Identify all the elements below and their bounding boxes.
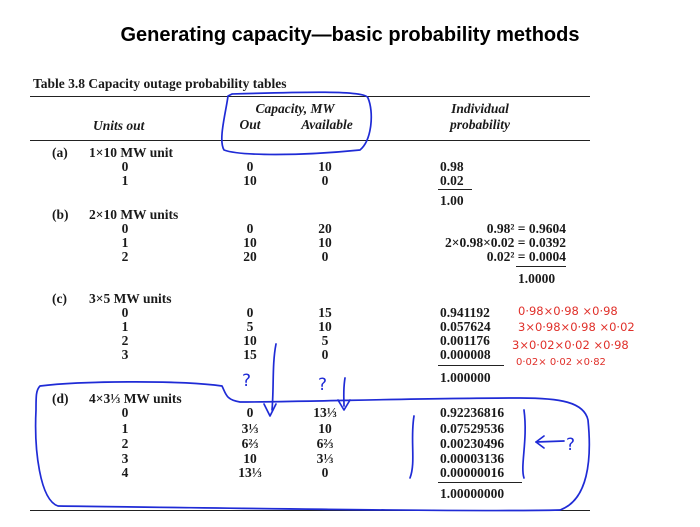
section-c-label: (c) bbox=[52, 291, 67, 306]
header-out: Out bbox=[239, 117, 261, 132]
section-c-row-1-out: 5 bbox=[246, 319, 254, 334]
handwritten-note-c-2: 3×0·98×0·98 ×0·02 bbox=[518, 320, 635, 334]
section-c-row-2-out: 10 bbox=[243, 333, 257, 348]
available-column-bracket bbox=[344, 378, 345, 406]
probability-brace bbox=[410, 416, 414, 478]
section-c-total: 1.000000 bbox=[440, 370, 491, 385]
section-b-row-1-available: 10 bbox=[318, 235, 332, 250]
section-c-title: 3×5 MW units bbox=[89, 291, 172, 306]
table-caption: Table 3.8 Capacity outage probability tables bbox=[33, 76, 287, 91]
section-a-total: 1.00 bbox=[440, 193, 464, 208]
section-b-row-1-out: 10 bbox=[243, 235, 257, 250]
section-d-row-0-prob: 0.92236816 bbox=[440, 405, 505, 420]
section-c-row-0-units: 0 bbox=[121, 305, 129, 320]
section-a-row-0-available: 10 bbox=[318, 159, 332, 174]
header-probability: probability bbox=[450, 117, 510, 132]
probability-arrow bbox=[536, 441, 564, 442]
section-d-row-3-units: 3 bbox=[121, 451, 129, 466]
section-d-row-2-available: 6⅔ bbox=[316, 436, 334, 451]
section-d-row-4-prob: 0.00000016 bbox=[440, 465, 505, 480]
section-a-row-0-units: 0 bbox=[121, 159, 129, 174]
section-b-row-1-units: 1 bbox=[121, 235, 129, 250]
section-d-row-1-prob: 0.07529536 bbox=[440, 421, 505, 436]
section-a-row-1-out: 10 bbox=[243, 173, 257, 188]
section-b-row-2-out: 20 bbox=[243, 249, 257, 264]
section-c-row-0-out: 0 bbox=[246, 305, 254, 320]
section-d-row-3-prob: 0.00003136 bbox=[440, 451, 505, 466]
section-b-row-0-units: 0 bbox=[121, 221, 129, 236]
section-a-title: 1×10 MW unit bbox=[89, 145, 173, 160]
section-b-row-2-available: 0 bbox=[321, 249, 329, 264]
section-c-row-0-prob: 0.941192 bbox=[440, 305, 490, 320]
section-c-row-1-prob: 0.057624 bbox=[440, 319, 491, 334]
section-b-row-0-out: 0 bbox=[246, 221, 254, 236]
section-c-row-3-units: 3 bbox=[121, 347, 129, 362]
section-d-row-0-units: 0 bbox=[121, 405, 129, 420]
out-column-arrow bbox=[264, 404, 276, 416]
question-mark-2: ? bbox=[318, 375, 328, 395]
section-c-row-3-available: 0 bbox=[321, 347, 329, 362]
section-a-row-1-units: 1 bbox=[121, 173, 129, 188]
question-mark-1: ? bbox=[242, 371, 252, 391]
handwritten-note-c-4: 0·02× 0·02 ×0·82 bbox=[516, 357, 606, 368]
probability-brace-2 bbox=[523, 410, 525, 478]
section-d-row-2-units: 2 bbox=[121, 436, 129, 451]
section-d-label: (d) bbox=[52, 391, 69, 406]
section-d-row-4-out: 13⅓ bbox=[238, 465, 262, 480]
section-d-row-1-units: 1 bbox=[121, 421, 129, 436]
section-a-label: (a) bbox=[52, 145, 68, 160]
section-c-row-1-units: 1 bbox=[121, 319, 129, 334]
slide-title: Generating capacity—basic probability methods bbox=[120, 24, 580, 46]
handwritten-note-c-3: 3×0·02×0·02 ×0·98 bbox=[512, 338, 629, 352]
section-d-title: 4×3⅓ MW units bbox=[89, 391, 182, 406]
section-b-row-2-units: 2 bbox=[121, 249, 129, 264]
section-d-row-0-out: 0 bbox=[246, 405, 254, 420]
section-d-circle bbox=[36, 382, 590, 511]
header-units-out: Units out bbox=[93, 118, 145, 133]
section-d-row-4-available: 0 bbox=[321, 465, 329, 480]
section-b-row-0-prob: 0.98² = 0.9604 bbox=[486, 221, 566, 236]
section-d-total: 1.00000000 bbox=[440, 486, 505, 501]
section-a-row-1-available: 0 bbox=[321, 173, 329, 188]
section-d-row-3-available: 3⅓ bbox=[316, 451, 334, 466]
section-b-label: (b) bbox=[52, 207, 69, 222]
section-c-row-3-prob: 0.000008 bbox=[440, 347, 491, 362]
section-c-row-0-available: 15 bbox=[318, 305, 332, 320]
question-mark-3: ? bbox=[566, 435, 576, 455]
header-available: Available bbox=[301, 117, 353, 132]
section-a-row-1-prob: 0.02 bbox=[440, 173, 464, 188]
section-b-row-1-prob: 2×0.98×0.02 = 0.0392 bbox=[445, 235, 566, 250]
section-c-row-3-out: 15 bbox=[243, 347, 257, 362]
section-d-row-3-out: 10 bbox=[243, 451, 257, 466]
section-b-row-2-prob: 0.02² = 0.0004 bbox=[486, 249, 566, 264]
section-d-row-1-out: 3⅓ bbox=[241, 421, 259, 436]
section-b-title: 2×10 MW units bbox=[89, 207, 179, 222]
section-c-row-2-available: 5 bbox=[321, 333, 329, 348]
header-capacity-group: Capacity, MW bbox=[255, 101, 335, 116]
section-c-row-2-prob: 0.001176 bbox=[440, 333, 490, 348]
section-d-row-2-prob: 0.00230496 bbox=[440, 436, 505, 451]
section-d-row-4-units: 4 bbox=[121, 465, 129, 480]
section-c-row-2-units: 2 bbox=[121, 333, 129, 348]
out-column-bracket bbox=[272, 344, 276, 410]
section-c-row-1-available: 10 bbox=[318, 319, 332, 334]
section-d-row-1-available: 10 bbox=[318, 421, 332, 436]
section-d-row-2-out: 6⅔ bbox=[241, 436, 259, 451]
section-a-row-0-prob: 0.98 bbox=[440, 159, 464, 174]
section-b-row-0-available: 20 bbox=[318, 221, 332, 236]
handwritten-note-c-1: 0·98×0·98 ×0·98 bbox=[518, 304, 618, 318]
header-individual: Individual bbox=[451, 101, 509, 116]
section-a-row-0-out: 0 bbox=[246, 159, 254, 174]
capacity-header-circle bbox=[222, 92, 371, 154]
section-d-row-0-available: 13⅓ bbox=[313, 405, 337, 420]
section-b-total: 1.0000 bbox=[518, 271, 556, 286]
